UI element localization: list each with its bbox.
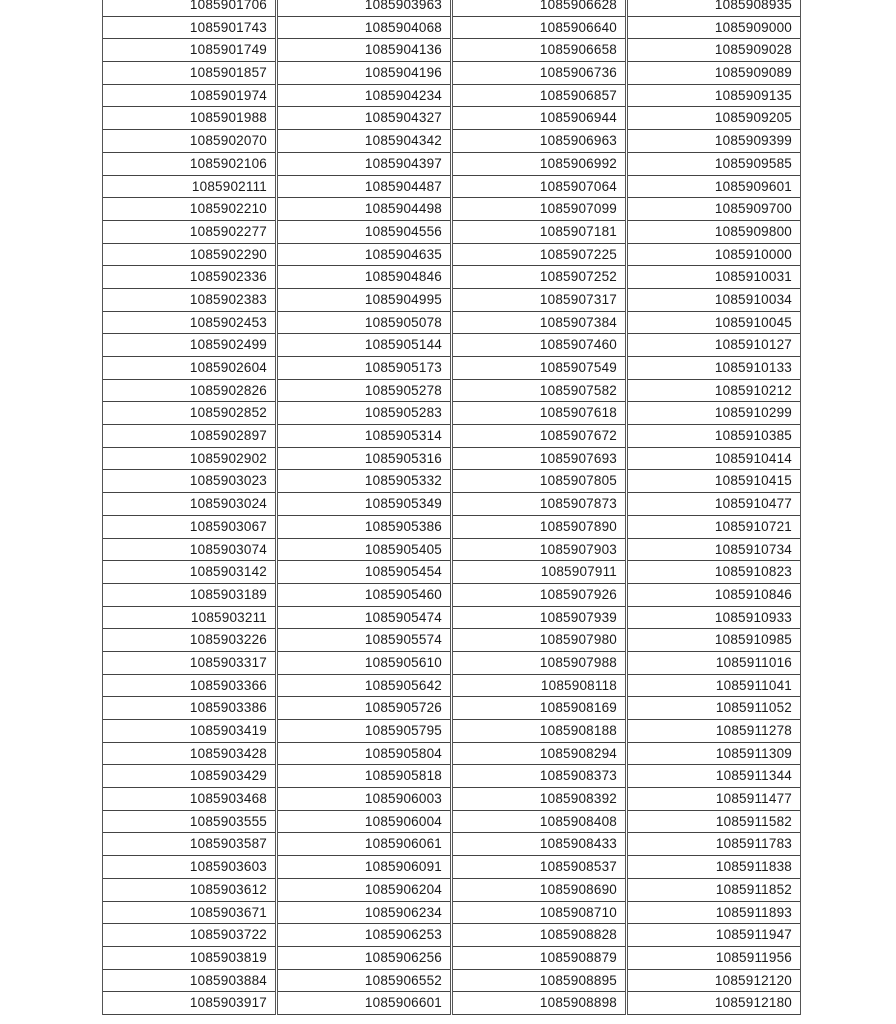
table-cell: 1085911309 — [628, 743, 800, 766]
table-cell: 1085902897 — [103, 425, 275, 448]
table-cell: 1085908408 — [453, 811, 625, 834]
table-cell: 1085909800 — [628, 221, 800, 244]
table-cell: 1085911956 — [628, 947, 800, 970]
table-cell: 1085905078 — [278, 312, 450, 335]
table-cell: 1085911783 — [628, 833, 800, 856]
table-cell: 1085902106 — [103, 153, 275, 176]
table-cell: 1085910933 — [628, 607, 800, 630]
table-cell: 1085910045 — [628, 312, 800, 335]
table-cell: 1085909089 — [628, 62, 800, 85]
table-cell: 1085911344 — [628, 765, 800, 788]
table-cell: 1085903429 — [103, 765, 275, 788]
table-cell: 1085904498 — [278, 198, 450, 221]
table-cell: 1085904342 — [278, 130, 450, 153]
table-cell: 1085910127 — [628, 334, 800, 357]
table-cell: 1085906736 — [453, 62, 625, 85]
table-cell: 1085904136 — [278, 39, 450, 62]
table-cell: 1085904556 — [278, 221, 450, 244]
table-cell: 1085906857 — [453, 85, 625, 108]
table-cell: 1085910477 — [628, 493, 800, 516]
table-cell: 1085906004 — [278, 811, 450, 834]
table-cell: 1085901749 — [103, 39, 275, 62]
table-cell: 1085901988 — [103, 107, 275, 130]
table-cell: 1085907805 — [453, 470, 625, 493]
table-cell: 1085910299 — [628, 402, 800, 425]
table-cell: 1085905795 — [278, 720, 450, 743]
table-cell: 1085908537 — [453, 856, 625, 879]
table-cell: 1085908710 — [453, 902, 625, 925]
table-cell: 1085906992 — [453, 153, 625, 176]
table-cell: 1085904196 — [278, 62, 450, 85]
table-cell: 1085909601 — [628, 176, 800, 199]
table-cell: 1085902383 — [103, 289, 275, 312]
table-cell: 1085909028 — [628, 39, 800, 62]
table-cell: 1085909585 — [628, 153, 800, 176]
table-cell: 1085905610 — [278, 652, 450, 675]
table-cell: 1085906234 — [278, 902, 450, 925]
table-cell: 1085906601 — [278, 992, 450, 1015]
table-cell: 1085902604 — [103, 357, 275, 380]
table-cell: 1085906204 — [278, 879, 450, 902]
table-cell: 1085905278 — [278, 380, 450, 403]
table-cell: 1085907693 — [453, 448, 625, 471]
table-cell: 1085904846 — [278, 266, 450, 289]
table-cell: 1085906944 — [453, 107, 625, 130]
table-cell: 1085907064 — [453, 176, 625, 199]
table-cell: 1085908828 — [453, 924, 625, 947]
table-cell: 1085906253 — [278, 924, 450, 947]
table-column-1 — [102, 0, 276, 1015]
table-cell: 1085912120 — [628, 970, 800, 993]
table-cell: 1085909700 — [628, 198, 800, 221]
table-cell: 1085907873 — [453, 493, 625, 516]
table-cell: 1085905316 — [278, 448, 450, 471]
table-cell: 1085907980 — [453, 629, 625, 652]
table-cell: 1085905804 — [278, 743, 450, 766]
table-cell: 1085907890 — [453, 516, 625, 539]
table-cell: 1085904234 — [278, 85, 450, 108]
table-cell: 1085908118 — [453, 675, 625, 698]
table-cell: 1085903555 — [103, 811, 275, 834]
table-cell: 1085911278 — [628, 720, 800, 743]
table-cell: 1085911477 — [628, 788, 800, 811]
table-cell: 1085906640 — [453, 17, 625, 40]
table-cell: 1085905314 — [278, 425, 450, 448]
table-cell: 1085910133 — [628, 357, 800, 380]
table-cell: 1085903587 — [103, 833, 275, 856]
table-cell: 1085903366 — [103, 675, 275, 698]
table-cell: 1085905454 — [278, 561, 450, 584]
table-cell: 1085905574 — [278, 629, 450, 652]
table-cell: 1085903074 — [103, 539, 275, 562]
table-cell: 1085905332 — [278, 470, 450, 493]
table-cell: 1085910415 — [628, 470, 800, 493]
table-cell: 1085903211 — [103, 607, 275, 630]
table-cell: 1085902499 — [103, 334, 275, 357]
table-cell: 1085903612 — [103, 879, 275, 902]
table-cell: 1085911947 — [628, 924, 800, 947]
table-cell: 1085907582 — [453, 380, 625, 403]
table-cell: 1085903419 — [103, 720, 275, 743]
table-cell: 1085905405 — [278, 539, 450, 562]
table-cell: 1085908895 — [453, 970, 625, 993]
table-cell: 1085902290 — [103, 244, 275, 267]
table-cell: 1085910823 — [628, 561, 800, 584]
table-cell: 1085910985 — [628, 629, 800, 652]
table-cell: 1085906256 — [278, 947, 450, 970]
table-cell: 1085907384 — [453, 312, 625, 335]
table-cell: 1085910385 — [628, 425, 800, 448]
table-cell: 1085903603 — [103, 856, 275, 879]
table-cell: 1085902210 — [103, 198, 275, 221]
table-cell: 1085902336 — [103, 266, 275, 289]
table-cell: 1085903722 — [103, 924, 275, 947]
table-cell: 1085901974 — [103, 85, 275, 108]
table-cell: 1085907903 — [453, 539, 625, 562]
table-cell: 1085907252 — [453, 266, 625, 289]
table-cell: 1085907939 — [453, 607, 625, 630]
table-cell: 1085911016 — [628, 652, 800, 675]
table-cell: 1085904487 — [278, 176, 450, 199]
table-cell: 1085905144 — [278, 334, 450, 357]
table-cell: 1085907926 — [453, 584, 625, 607]
table-cell: 1085910721 — [628, 516, 800, 539]
table-cell: 1085911052 — [628, 697, 800, 720]
table-cell: 1085901706 — [103, 0, 275, 17]
table-cell: 1085903226 — [103, 629, 275, 652]
table-cell: 1085903317 — [103, 652, 275, 675]
table-cell: 1085903189 — [103, 584, 275, 607]
table-cell: 1085904995 — [278, 289, 450, 312]
table-cell: 1085908392 — [453, 788, 625, 811]
table-cell: 1085908169 — [453, 697, 625, 720]
table-cell: 1085911838 — [628, 856, 800, 879]
table-cell: 1085904635 — [278, 244, 450, 267]
table-cell: 1085909399 — [628, 130, 800, 153]
table-cell: 1085903024 — [103, 493, 275, 516]
table-cell: 1085908294 — [453, 743, 625, 766]
table-cell: 1085910212 — [628, 380, 800, 403]
table-cell: 1085903468 — [103, 788, 275, 811]
table-cell: 1085908879 — [453, 947, 625, 970]
table-cell: 1085910734 — [628, 539, 800, 562]
table-cell: 1085905726 — [278, 697, 450, 720]
table-cell: 1085901857 — [103, 62, 275, 85]
table-cell: 1085902277 — [103, 221, 275, 244]
table-cell: 1085911852 — [628, 879, 800, 902]
table-cell: 1085910414 — [628, 448, 800, 471]
table-cell: 1085907181 — [453, 221, 625, 244]
table-cell: 1085906628 — [453, 0, 625, 17]
table-column-2 — [277, 0, 451, 1015]
table-cell: 1085906061 — [278, 833, 450, 856]
table-cell: 1085907225 — [453, 244, 625, 267]
table-cell: 1085909205 — [628, 107, 800, 130]
table-cell: 1085909135 — [628, 85, 800, 108]
table-cell: 1085908935 — [628, 0, 800, 17]
table-cell: 1085903671 — [103, 902, 275, 925]
table-cell: 1085903884 — [103, 970, 275, 993]
table-cell: 1085911041 — [628, 675, 800, 698]
table-cell: 1085912180 — [628, 992, 800, 1015]
table-cell: 1085905349 — [278, 493, 450, 516]
table-cell: 1085907460 — [453, 334, 625, 357]
table-cell: 1085905283 — [278, 402, 450, 425]
table-cell: 1085904068 — [278, 17, 450, 40]
table-cell: 1085906963 — [453, 130, 625, 153]
table-cell: 1085903819 — [103, 947, 275, 970]
table-cell: 1085901743 — [103, 17, 275, 40]
table-cell: 1085910846 — [628, 584, 800, 607]
table-cell: 1085904397 — [278, 153, 450, 176]
table-cell: 1085908433 — [453, 833, 625, 856]
table-cell: 1085909000 — [628, 17, 800, 40]
table-cell: 1085907988 — [453, 652, 625, 675]
table-cell: 1085911893 — [628, 902, 800, 925]
table-cell: 1085903428 — [103, 743, 275, 766]
table-cell: 1085906003 — [278, 788, 450, 811]
table-cell: 1085902453 — [103, 312, 275, 335]
table-cell: 1085905642 — [278, 675, 450, 698]
table-cell: 1085906091 — [278, 856, 450, 879]
table-column-3 — [452, 0, 626, 1015]
table-cell: 1085906552 — [278, 970, 450, 993]
table-cell: 1085905474 — [278, 607, 450, 630]
table-cell: 1085902826 — [103, 380, 275, 403]
table-cell: 1085902111 — [103, 176, 275, 199]
table-cell: 1085903142 — [103, 561, 275, 584]
table-cell: 1085907911 — [453, 561, 625, 584]
table-cell: 1085908690 — [453, 879, 625, 902]
table-cell: 1085908373 — [453, 765, 625, 788]
table-cell: 1085905818 — [278, 765, 450, 788]
table-cell: 1085910034 — [628, 289, 800, 312]
table-cell: 1085907317 — [453, 289, 625, 312]
table-cell: 1085911582 — [628, 811, 800, 834]
table-column-4 — [627, 0, 801, 1015]
table-cell: 1085905460 — [278, 584, 450, 607]
table-cell: 1085905386 — [278, 516, 450, 539]
table-cell: 1085907672 — [453, 425, 625, 448]
table-cell: 1085908898 — [453, 992, 625, 1015]
table-cell: 1085908188 — [453, 720, 625, 743]
table-cell: 1085903067 — [103, 516, 275, 539]
table-cell: 1085903963 — [278, 0, 450, 17]
table-cell: 1085907618 — [453, 402, 625, 425]
table-cell: 1085902852 — [103, 402, 275, 425]
table-cell: 1085910000 — [628, 244, 800, 267]
table-cell: 1085907549 — [453, 357, 625, 380]
table-cell: 1085905173 — [278, 357, 450, 380]
table-cell: 1085903917 — [103, 992, 275, 1015]
table-cell: 1085902902 — [103, 448, 275, 471]
table-cell: 1085903023 — [103, 470, 275, 493]
table-cell: 1085903386 — [103, 697, 275, 720]
table-cell: 1085902070 — [103, 130, 275, 153]
table-cell: 1085906658 — [453, 39, 625, 62]
table-cell: 1085910031 — [628, 266, 800, 289]
table-cell: 1085904327 — [278, 107, 450, 130]
table-cell: 1085907099 — [453, 198, 625, 221]
